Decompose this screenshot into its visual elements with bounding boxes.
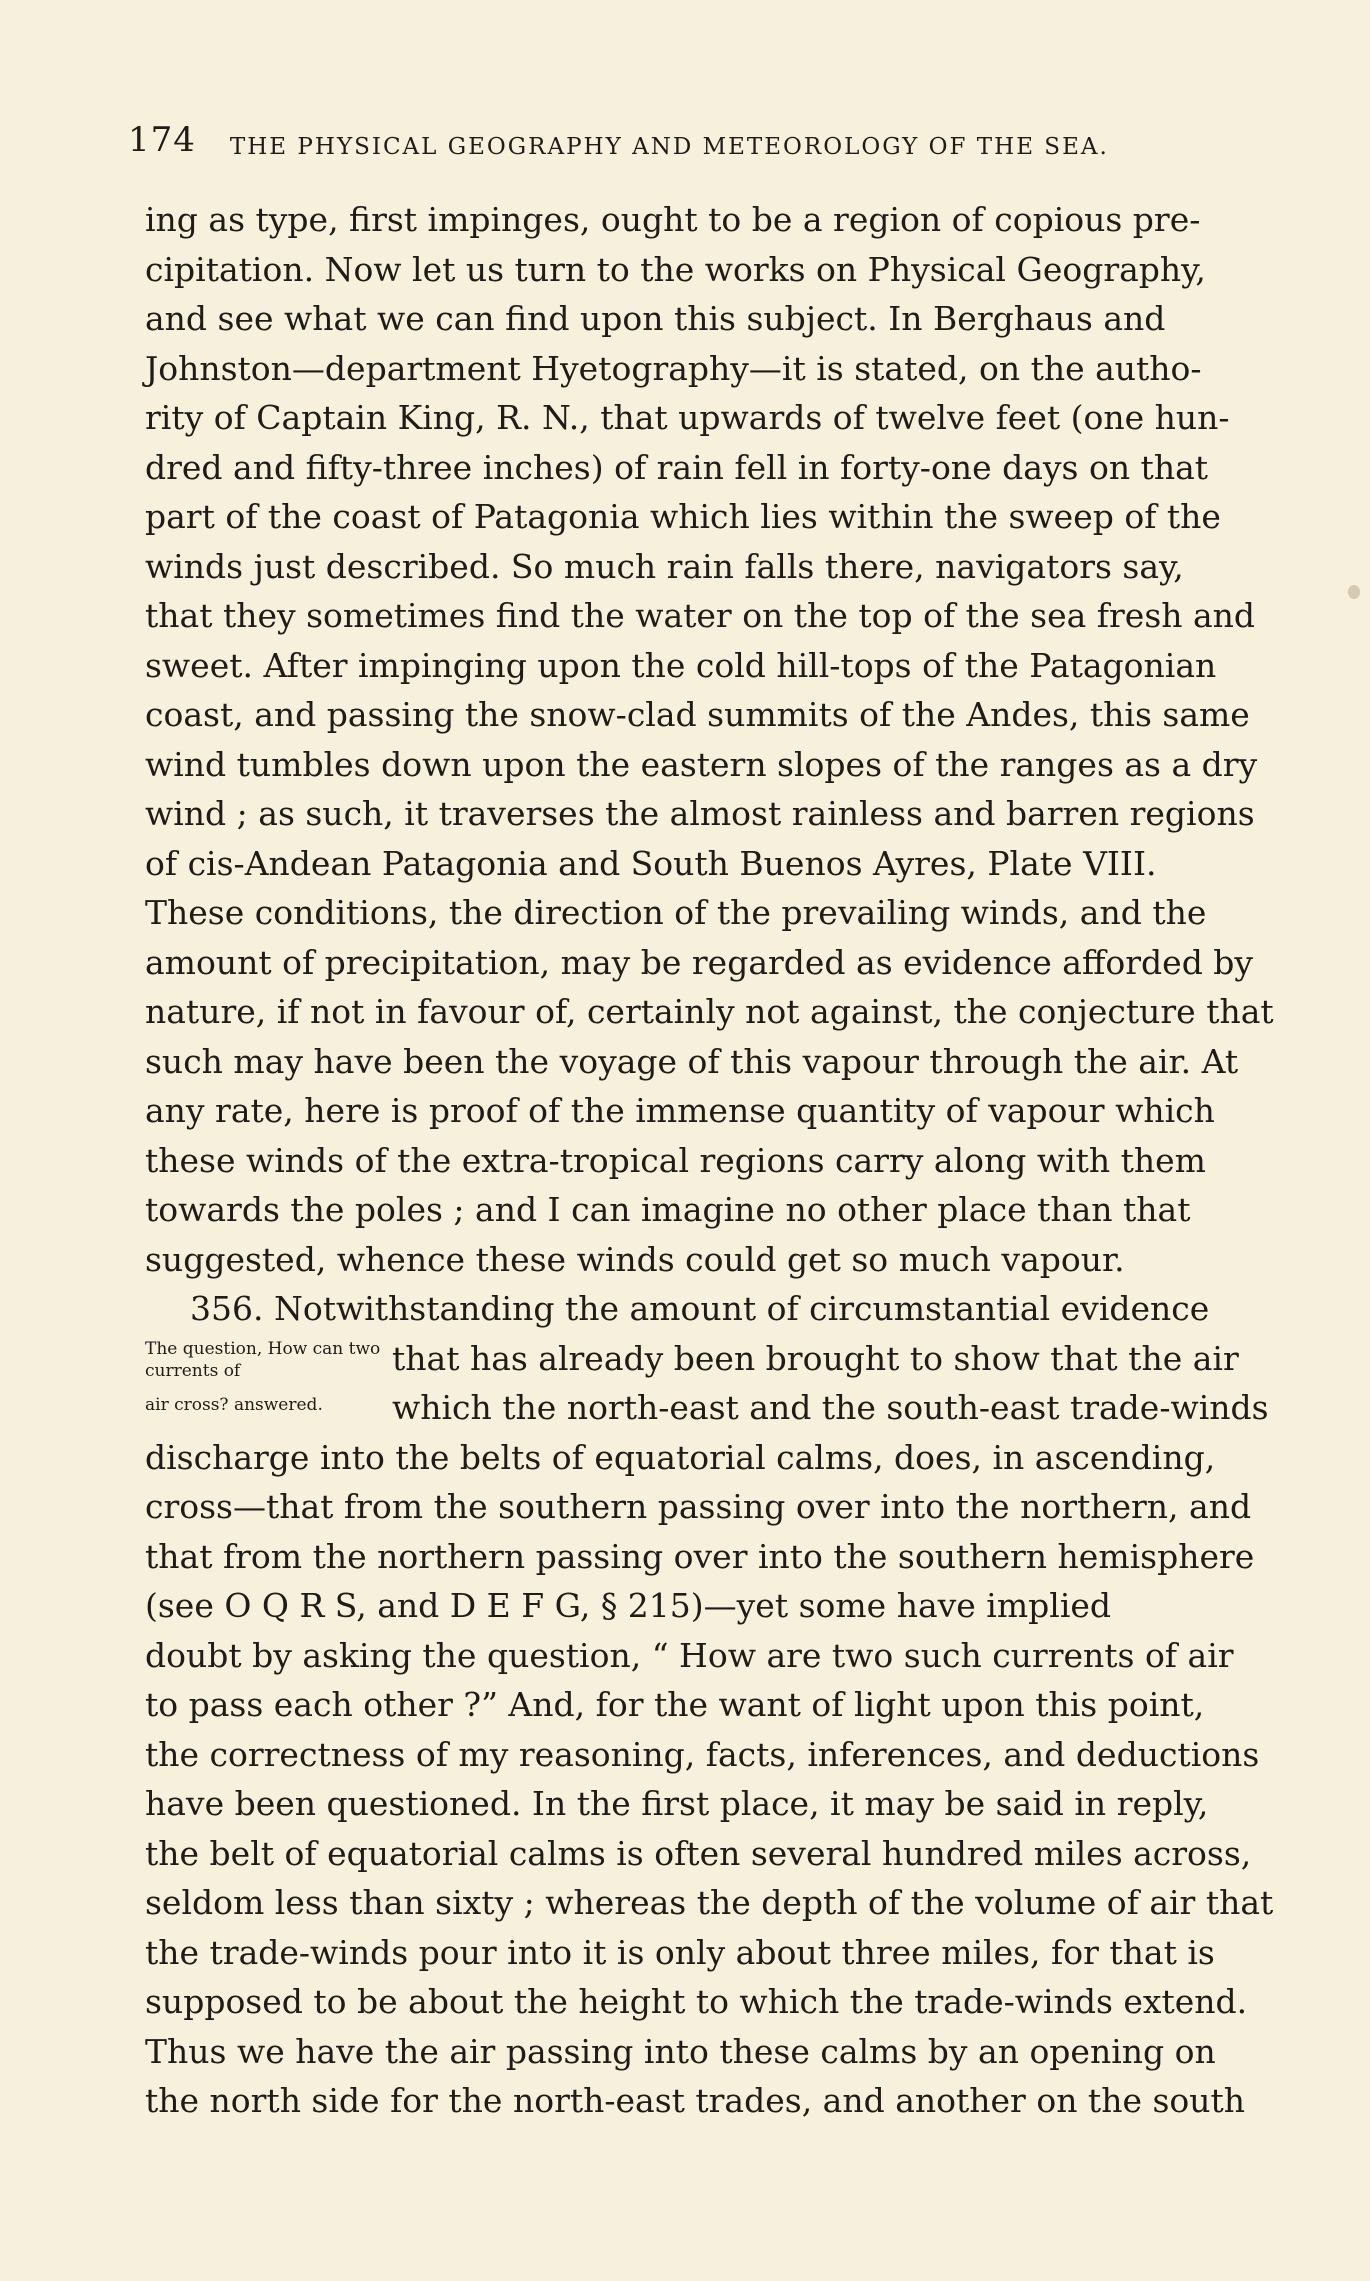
text-line: the north side for the north-east trades, and another on the south [145,2081,1246,2120]
text-line: (see O Q R S, and D E F G, § 215)—yet some have implied [145,1586,1112,1625]
text-line: these winds of the extra-tropical regions carry along with them [145,1140,1206,1180]
text-line: which the north-east and the south-east trade-winds [392,1388,1269,1427]
text-line: amount of precipitation, may be regarded as evidence afforded by [145,942,1254,982]
text-line: discharge into the belts of equatorial calms, does, in ascending, [145,1437,1216,1477]
paragraph-start-line: 356. Notwithstanding the amount of circumstantial evidence [190,1289,1210,1328]
text-line: of cis-Andean Patagonia and South Buenos Ayres, Plate VIII. [145,843,1157,883]
text-line: towards the poles ; and I can imagine no other place than that [145,1190,1191,1229]
text-line: to pass each other ?” And, for the want of light upon this point, [145,1685,1205,1724]
text-line: that they sometimes find the water on the top of the sea fresh and [145,596,1256,635]
body-text [145,195,1305,2126]
text-line: rity of Captain King, R. N., that upwards of twelve feet (one hun- [145,398,1230,437]
text-line: the belt of equatorial calms is often several hundred miles across, [145,1833,1252,1873]
text-line: supposed to be about the height to which the trade-winds extend. [145,1982,1248,2021]
text-line: Johnston—department Hyetography—it is stated, on the autho- [145,348,1202,388]
text-line: that from the northern passing over into the southern hemisphere [145,1536,1255,1576]
page-number: 174 [128,120,196,160]
text-line-with-sidenote [145,1334,1305,1384]
text-line: Thus we have the air passing into these calms by an opening on [145,2031,1216,2071]
text-line: wind ; as such, it traverses the almost rainless and barren regions [145,794,1255,833]
page-header [128,112,1300,160]
text-line: coast, and passing the snow-clad summits of the Andes, this same [145,695,1250,734]
text-line: the correctness of my reasoning, facts, inferences, and deductions [145,1734,1260,1774]
text-line: nature, if not in favour of, certainly not against, the conjecture that [145,992,1274,1031]
text-line: and see what we can find upon this subject. In Berghaus and [145,299,1166,338]
text-line: ing as type, first impinges, ought to be a region of copious pre- [145,200,1201,239]
margin-note-part-2: air cross? answered. [145,1395,323,1415]
text-line: doubt by asking the question, “ How are two such currents of air [145,1635,1234,1675]
text-line-with-sidenote [145,1383,1305,1433]
text-line: that has already been brought to show that the air [392,1338,1239,1378]
text-line: part of the coast of Patagonia which lies within the sweep of the [145,497,1221,536]
text-line: any rate, here is proof of the immense quantity of vapour which [145,1091,1215,1130]
text-line: winds just described. So much rain falls there, navigators say, [145,546,1184,586]
text-line: suggested, whence these winds could get so much vapour. [145,1239,1125,1279]
text-line: dred and fifty-three inches) of rain fell in forty-one days on that [145,447,1209,487]
text-line: have been questioned. In the first place, it may be said in reply, [145,1784,1209,1823]
text-line: cross—that from the southern passing over into the northern, and [145,1487,1252,1526]
text-line: cipitation. Now let us turn to the works on Physical Geography, [145,249,1206,289]
text-line: the trade-winds pour into it is only about three miles, for that is [145,1932,1215,1972]
text-line: seldom less than sixty ; whereas the depth of the volume of air that [145,1883,1274,1922]
text-line: wind tumbles down upon the eastern slopes of the ranges as a dry [145,744,1258,784]
text-line: such may have been the voyage of this vapour through the air. At [145,1041,1239,1081]
running-title: THE PHYSICAL GEOGRAPHY AND METEOROLOGY OF THE SEA. [229,134,1109,160]
text-line: sweet. After impinging upon the cold hill-tops of the Patagonian [145,645,1217,685]
text-line: These conditions, the direction of the prevailing winds, and the [145,893,1207,932]
margin-note-part-1: The question, How can two currents of [145,1338,381,1381]
paper-spot [1348,585,1360,599]
